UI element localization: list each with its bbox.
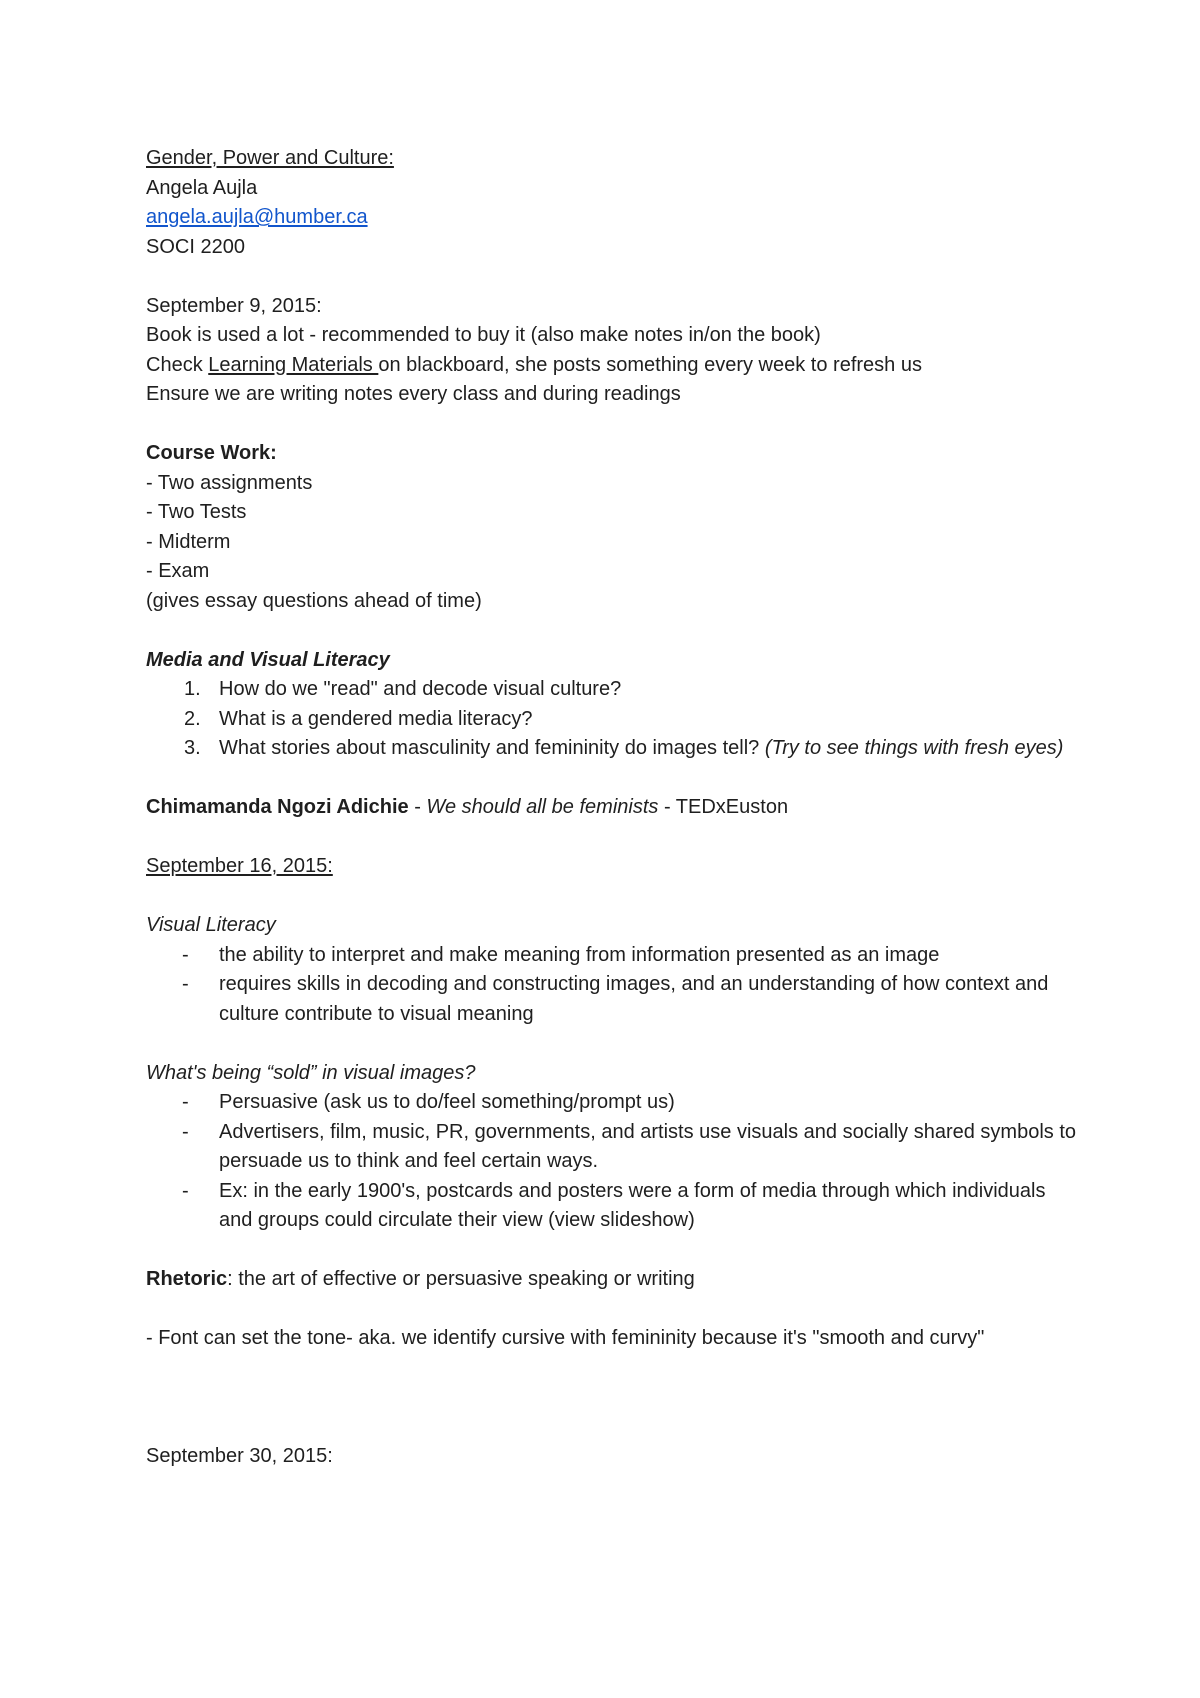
list-text: requires skills in decoding and constructing images, and an understanding of how context and culture contribute to visual meaning bbox=[219, 973, 1049, 1025]
note-learning-materials bbox=[146, 351, 1076, 381]
list-number: 2. bbox=[184, 707, 201, 730]
note-text: Check bbox=[146, 353, 209, 376]
list-number: 3. bbox=[184, 737, 201, 759]
ted-separator: - bbox=[408, 796, 427, 818]
date-sep30: September 30, 2015: bbox=[146, 1445, 333, 1467]
font-note: - Font can set the tone- aka. we identify cursive with femininity because it's "smooth and curvy" bbox=[146, 1327, 985, 1349]
bullet-dash: - bbox=[182, 943, 189, 966]
list-text: the ability to interpret and make meaning from information presented as an image bbox=[219, 943, 940, 966]
course-work-note: (gives essay questions ahead of time) bbox=[146, 589, 482, 612]
visual-literacy-heading: Visual Literacy bbox=[146, 914, 276, 936]
list-number: 1. bbox=[184, 678, 201, 700]
media-list-item bbox=[146, 675, 1076, 705]
course-work-item: - Midterm bbox=[146, 530, 231, 553]
list-text: Advertisers, film, music, PR, governments, and artists use visuals and socially shared symbols to persuade us to think and feel certain ways. bbox=[219, 1120, 1076, 1172]
note-writing: Ensure we are writing notes every class and during readings bbox=[146, 383, 681, 405]
ted-talk-title: We should all be feminists bbox=[426, 796, 659, 818]
course-work-item: - Two Tests bbox=[146, 501, 247, 523]
course-code: SOCI 2200 bbox=[146, 235, 245, 258]
rhetoric-term: Rhetoric bbox=[146, 1268, 228, 1290]
course-work-heading: Course Work: bbox=[146, 442, 277, 464]
date-sep9: September 9, 2015: bbox=[146, 294, 322, 317]
list-text: What is a gendered media literacy? bbox=[219, 707, 533, 730]
sold-heading: What's being “sold” in visual images? bbox=[146, 1061, 476, 1084]
learning-materials-label: Learning Materials bbox=[208, 353, 379, 376]
list-text: What stories about masculinity and femininity do images tell? bbox=[219, 737, 765, 759]
media-list-item bbox=[146, 705, 1076, 735]
visual-literacy-item bbox=[146, 970, 1076, 1029]
ted-event: - TEDxEuston bbox=[658, 796, 789, 818]
instructor-name: Angela Aujla bbox=[146, 176, 258, 199]
note-text: on blackboard, she posts something every week to refresh us bbox=[378, 353, 922, 376]
sold-item bbox=[146, 1088, 1076, 1118]
list-text: Persuasive (ask us to do/feel something/prompt us) bbox=[219, 1091, 675, 1113]
note-book: Book is used a lot - recommended to buy it (also make notes in/on the book) bbox=[146, 324, 821, 346]
rhetoric-definition bbox=[146, 1265, 1076, 1295]
bullet-dash: - bbox=[182, 973, 189, 995]
ted-talk-line bbox=[146, 793, 1076, 823]
visual-literacy-item bbox=[146, 941, 1076, 971]
bullet-dash: - bbox=[182, 1179, 189, 1202]
bullet-dash: - bbox=[182, 1120, 189, 1143]
bullet-dash: - bbox=[182, 1091, 189, 1113]
course-work-item: - Two assignments bbox=[146, 471, 313, 494]
course-work-item: - Exam bbox=[146, 560, 210, 582]
ted-speaker: Chimamanda Ngozi Adichie bbox=[146, 796, 409, 818]
list-text: Ex: in the early 1900's, postcards and posters were a form of media through which individuals and groups could circulate their view (view slideshow) bbox=[219, 1179, 1046, 1231]
list-text-italic: (Try to see things with fresh eyes) bbox=[764, 737, 1064, 759]
course-title: Gender, Power and Culture: bbox=[146, 147, 394, 169]
rhetoric-text: : the art of effective or persuasive speaking or writing bbox=[227, 1268, 695, 1290]
media-heading: Media and Visual Literacy bbox=[146, 648, 390, 671]
date-sep16: September 16, 2015: bbox=[146, 855, 333, 877]
sold-item bbox=[146, 1118, 1076, 1177]
instructor-email-link[interactable]: angela.aujla@humber.ca bbox=[146, 206, 368, 228]
media-list-item bbox=[146, 734, 1076, 764]
document-page bbox=[146, 144, 1076, 1472]
sold-item bbox=[146, 1177, 1076, 1236]
list-text: How do we "read" and decode visual culture? bbox=[219, 678, 622, 700]
